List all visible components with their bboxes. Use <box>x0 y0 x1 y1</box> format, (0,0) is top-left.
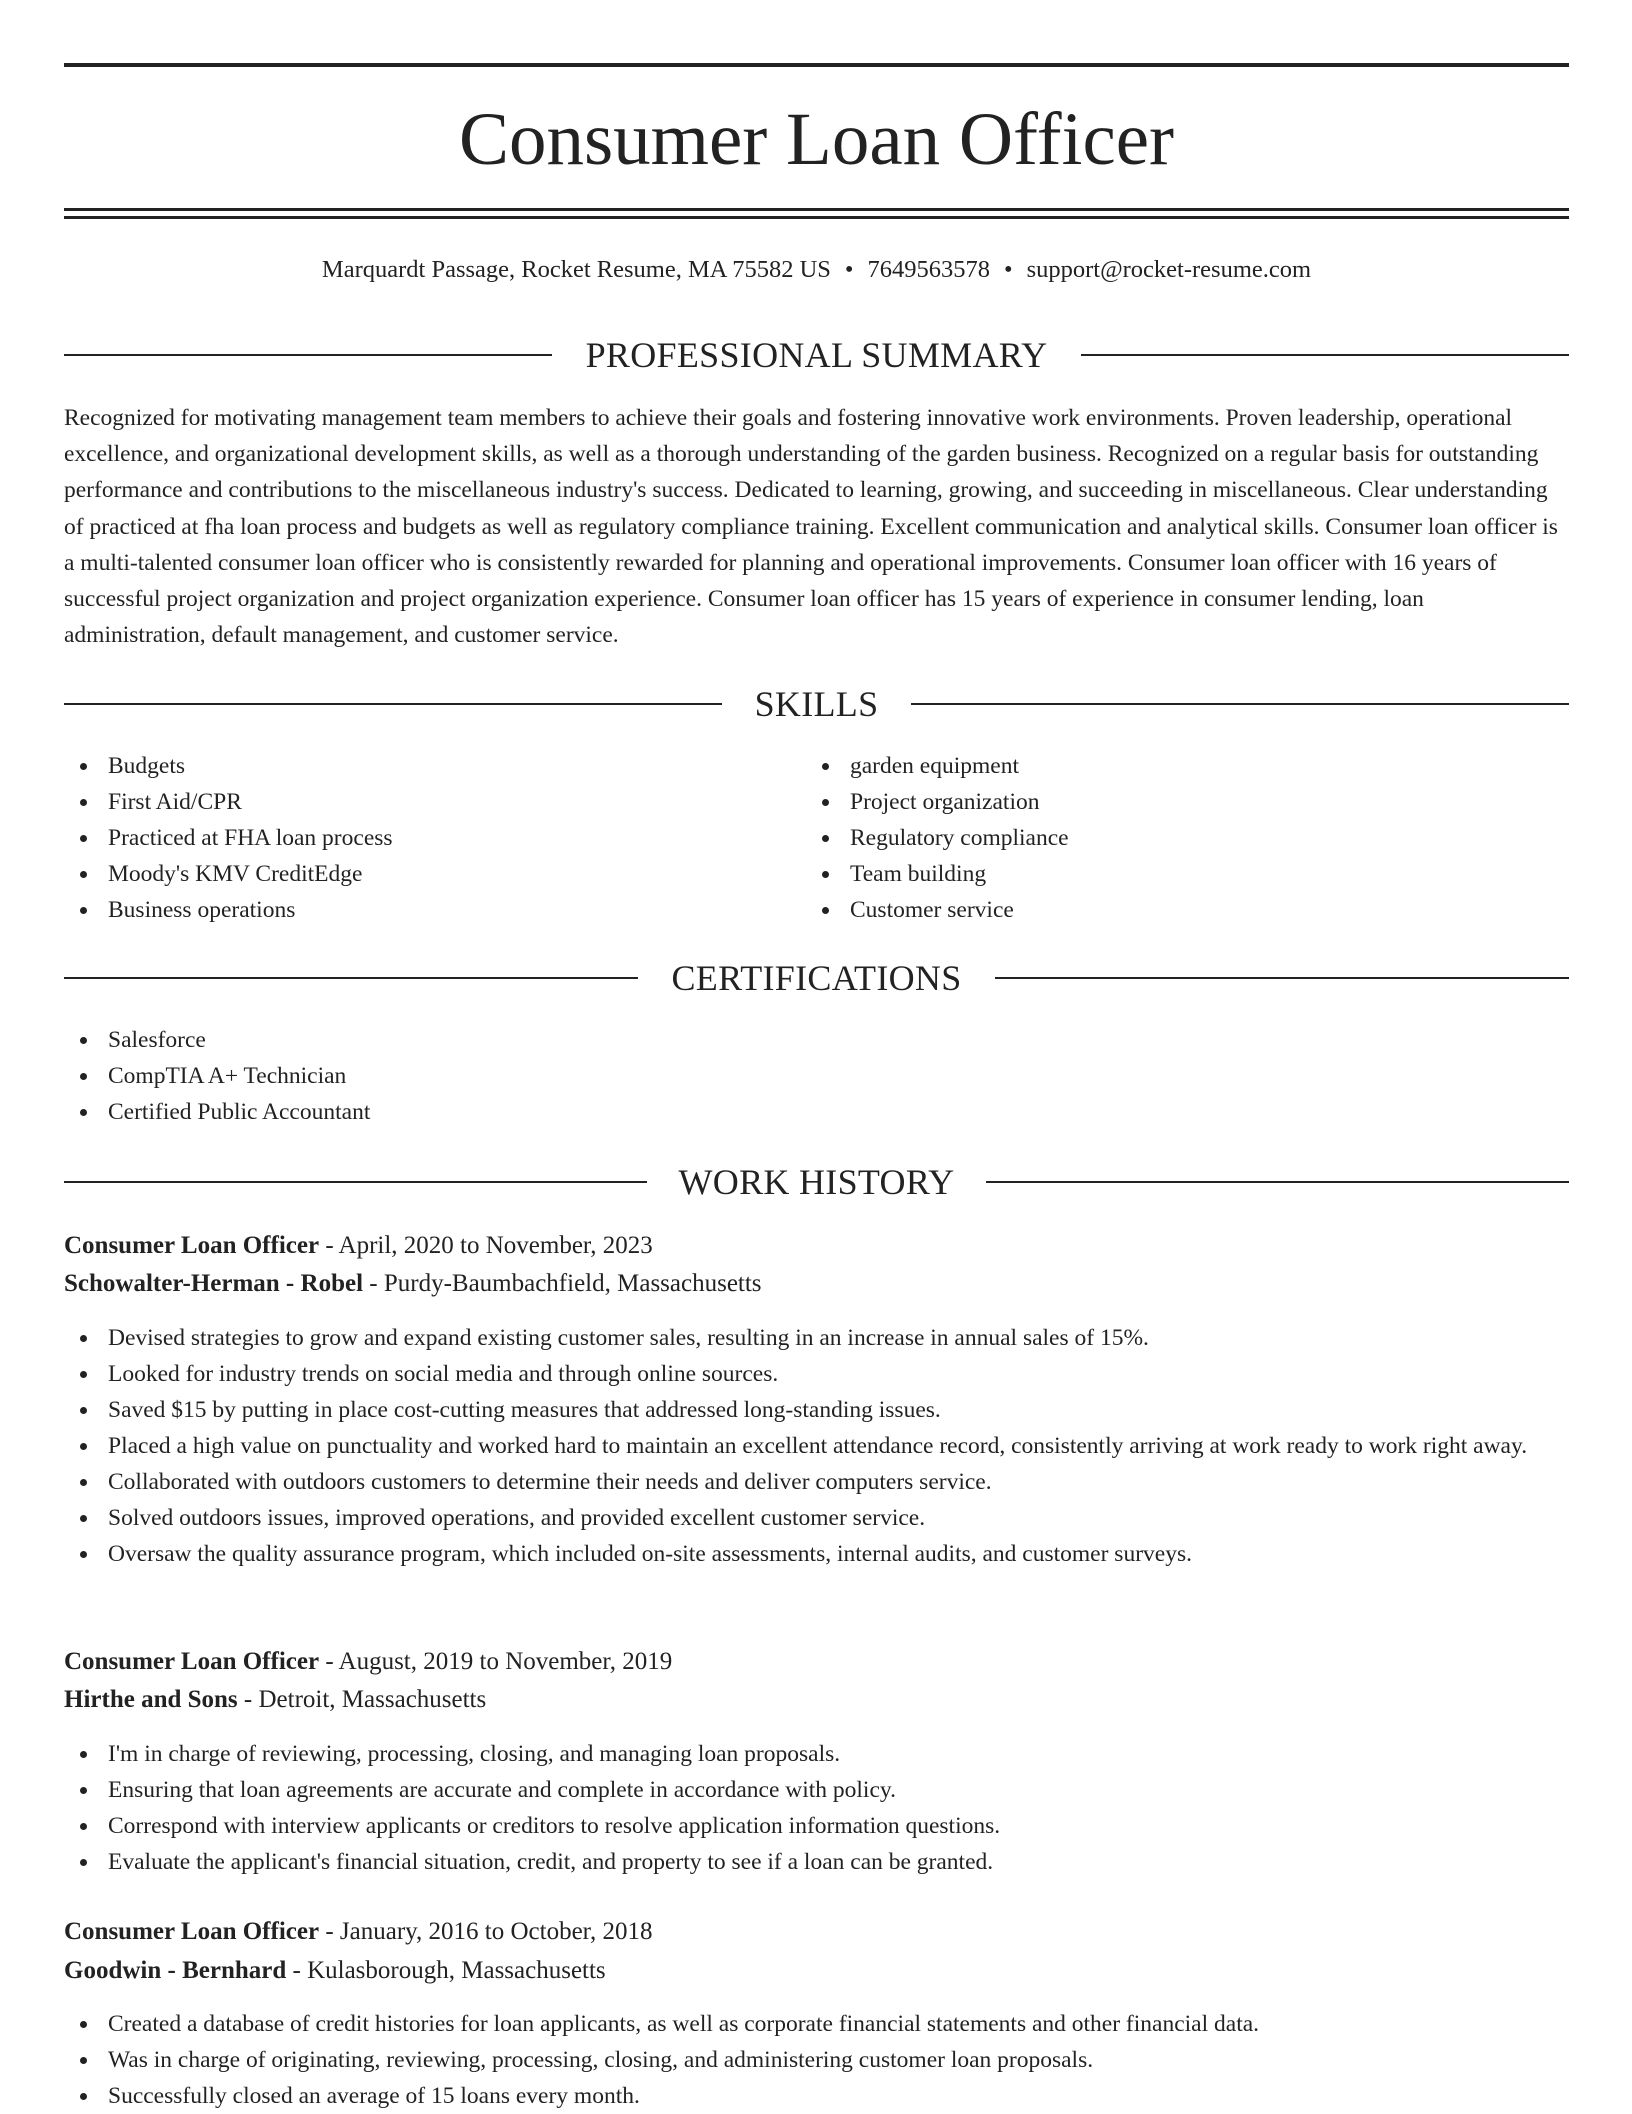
job-bullets <box>64 2006 1569 2114</box>
list-item: Solved outdoors issues, improved operations, and provided excellent customer service. <box>64 1500 1569 1536</box>
list-item: Correspond with interview applicants or creditors to resolve application information questions. <box>64 1808 1569 1844</box>
contact-email: support@rocket-resume.com <box>1026 256 1312 283</box>
contact-phone: 7649563578 <box>867 256 990 283</box>
contact-separator: • <box>844 256 854 283</box>
job-company: Hirthe and Sons <box>64 1686 238 1713</box>
list-item: Team building <box>806 856 1546 892</box>
list-item: Oversaw the quality assurance program, which included on-site assessments, internal audits, and customer surveys. <box>64 1536 1569 1572</box>
job-location: - Purdy-Baumbachfield, Massachusetts <box>363 1270 762 1297</box>
contact-address: Marquardt Passage, Rocket Resume, MA 75582 US <box>321 256 831 283</box>
job-bullets <box>64 1736 1569 1880</box>
job-company-line <box>64 1682 1569 1718</box>
job-location: - Detroit, Massachusetts <box>237 1686 487 1713</box>
skills-section-heading <box>64 682 1569 726</box>
job-dates: - August, 2019 to November, 2019 <box>319 1648 673 1675</box>
list-item: Successfully closed an average of 15 loans every month. <box>64 2078 1569 2114</box>
job-title: Consumer Loan Officer <box>64 1918 320 1945</box>
job-title-line <box>64 1914 1569 1950</box>
job-company: Goodwin - Bernhard <box>64 1957 287 1984</box>
job-dates: - January, 2016 to October, 2018 <box>319 1918 653 1945</box>
list-item: Project organization <box>806 784 1546 820</box>
summary-section-heading <box>64 333 1569 377</box>
list-item: garden equipment <box>806 748 1546 784</box>
list-item: Moody's KMV CreditEdge <box>64 856 804 892</box>
list-item: Certified Public Accountant <box>64 1094 1569 1130</box>
list-item: Created a database of credit histories for loan applicants, as well as corporate financial statements and other financial data. <box>64 2006 1569 2042</box>
list-item: Customer service <box>806 892 1546 928</box>
list-item: Saved $15 by putting in place cost-cutting measures that addressed long-standing issues. <box>64 1392 1569 1428</box>
list-item: First Aid/CPR <box>64 784 804 820</box>
job-company: Schowalter-Herman - Robel <box>64 1270 364 1297</box>
certifications-heading-label: CERTIFICATIONS <box>671 958 962 998</box>
list-item: Evaluate the applicant's financial situation, credit, and property to see if a loan can be granted. <box>64 1844 1569 1880</box>
job-title: Consumer Loan Officer <box>64 1232 320 1259</box>
list-item: Salesforce <box>64 1022 1569 1058</box>
job-title-line <box>64 1228 1569 1264</box>
work-history-heading-label: WORK HISTORY <box>678 1162 955 1202</box>
job-location: - Kulasborough, Massachusetts <box>286 1957 606 1984</box>
resume-title: Consumer Loan Officer <box>458 98 1175 181</box>
header-double-rule-bottom <box>64 216 1569 219</box>
list-item: Looked for industry trends on social media and through online sources. <box>64 1356 1569 1392</box>
list-item: Devised strategies to grow and expand existing customer sales, resulting in an increase in annual sales of 15%. <box>64 1320 1569 1356</box>
skills-list-right <box>806 748 1546 928</box>
certifications-list <box>64 1022 1569 1130</box>
job-title-line <box>64 1644 1569 1680</box>
contact-separator: • <box>1004 256 1013 283</box>
list-item: Collaborated with outdoors customers to determine their needs and deliver computers service. <box>64 1464 1569 1500</box>
list-item: I'm in charge of reviewing, processing, closing, and managing loan proposals. <box>64 1736 1569 1772</box>
job-company-line <box>64 1953 1569 1989</box>
list-item: Regulatory compliance <box>806 820 1546 856</box>
job-bullets <box>64 1320 1569 1572</box>
summary-heading-label: PROFESSIONAL SUMMARY <box>585 335 1048 375</box>
skills-heading-label: SKILLS <box>754 684 879 724</box>
list-item: CompTIA A+ Technician <box>64 1058 1569 1094</box>
list-item: Was in charge of originating, reviewing, processing, closing, and administering customer loan proposals. <box>64 2042 1569 2078</box>
list-item: Ensuring that loan agreements are accurate and complete in accordance with policy. <box>64 1772 1569 1808</box>
contact-line <box>64 254 1569 286</box>
list-item: Budgets <box>64 748 804 784</box>
certifications-section-heading <box>64 956 1569 1000</box>
summary-text: Recognized for motivating management team members to achieve their goals and fostering innovative work environments. Proven leadership, operational excellence, and organizational development skills, as well as a thorough understanding of the garden business. Recognized on a regular basis for outstanding performance and contributions to the miscellaneous industry's success. Dedicated to learning, growing, and succeeding in miscellaneous. Clear understanding of practiced at fha loan process and budgets as well as regulatory compliance training. Excellent communication and analytical skills. Consumer loan officer is a multi-talented consumer loan officer who is consistently rewarded for planning and operational improvements. Consumer loan officer with 16 years of successful project organization and project organization experience. Consumer loan officer has 15 years of experience in consumer lending, loan administration, default management, and customer service. <box>64 405 1558 649</box>
job-title: Consumer Loan Officer <box>64 1648 320 1675</box>
job-company-line <box>64 1266 1569 1302</box>
job-dates: - April, 2020 to November, 2023 <box>319 1232 653 1259</box>
header-double-rule-top <box>64 208 1569 211</box>
list-item: Business operations <box>64 892 804 928</box>
list-item: Practiced at FHA loan process <box>64 820 804 856</box>
list-item: Placed a high value on punctuality and worked hard to maintain an excellent attendance record, consistently arriving at work ready to work right away. <box>64 1428 1569 1464</box>
work-history-section-heading <box>64 1160 1569 1204</box>
header-top-rule <box>64 63 1569 67</box>
skills-list-left <box>64 748 804 928</box>
